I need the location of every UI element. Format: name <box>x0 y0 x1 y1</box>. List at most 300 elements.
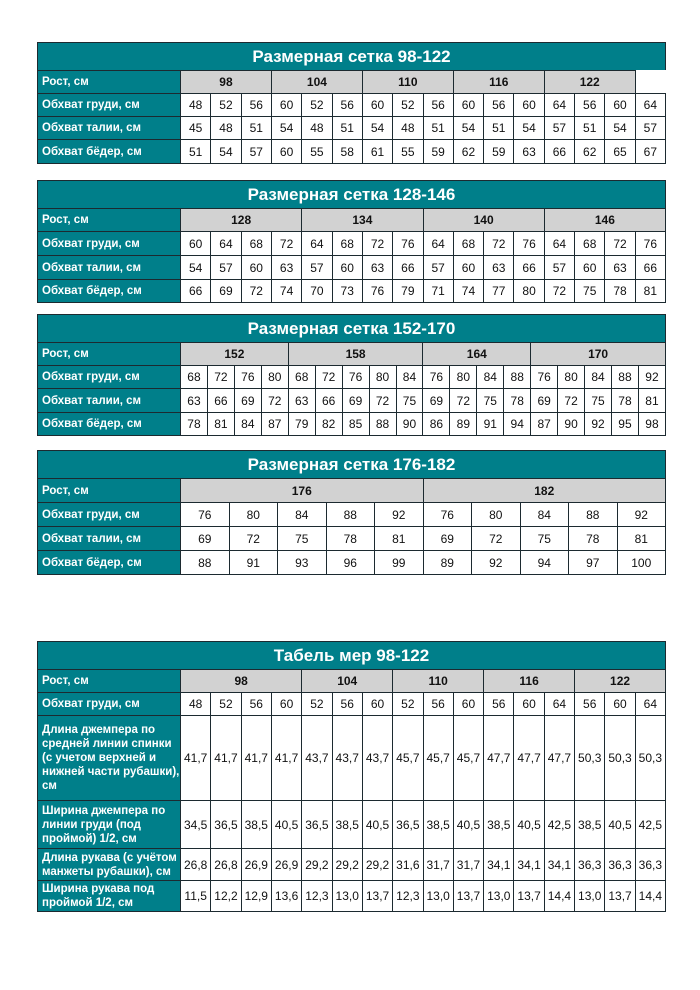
table-cell: 12,2 <box>211 881 241 912</box>
table-cell: 50,3 <box>635 716 665 801</box>
height-group-header: 116 <box>453 71 544 94</box>
height-row <box>38 71 666 94</box>
table-cell: 90 <box>396 413 423 436</box>
table-cell: 48 <box>211 117 241 140</box>
table-cell: 91 <box>229 551 278 575</box>
table-cell: 29,2 <box>302 849 332 881</box>
table-cell: 68 <box>288 366 315 389</box>
row-label: Обхват талии, см <box>38 256 181 280</box>
table-cell: 71 <box>423 280 453 303</box>
table-cell: 80 <box>229 503 278 527</box>
row-label: Рост, см <box>38 343 181 366</box>
table-cell: 57 <box>544 256 574 280</box>
table-cell: 99 <box>375 551 424 575</box>
table-cell: 91 <box>477 413 504 436</box>
table-row <box>38 117 666 140</box>
table-cell: 45,7 <box>453 716 483 801</box>
table-cell: 52 <box>211 693 241 716</box>
table-cell: 82 <box>315 413 342 436</box>
table-cell: 78 <box>605 280 635 303</box>
table-cell: 68 <box>181 366 208 389</box>
measurements-table-98-122 <box>37 641 666 912</box>
table-cell: 88 <box>181 551 230 575</box>
table-cell: 51 <box>181 140 211 164</box>
table-cell: 41,7 <box>271 716 301 801</box>
table-cell: 78 <box>569 527 618 551</box>
table-cell: 84 <box>477 366 504 389</box>
table-cell: 60 <box>271 693 301 716</box>
table-cell: 56 <box>241 94 271 117</box>
table-cell: 75 <box>477 389 504 413</box>
table-row <box>38 232 666 256</box>
table-cell: 59 <box>423 140 453 164</box>
table-cell: 57 <box>423 256 453 280</box>
height-group-header: 98 <box>181 670 302 693</box>
height-group-header: 104 <box>271 71 362 94</box>
table-cell: 72 <box>362 232 392 256</box>
table-cell: 47,7 <box>544 716 574 801</box>
table-cell: 56 <box>332 94 362 117</box>
table-cell: 62 <box>575 140 605 164</box>
table-cell: 57 <box>302 256 332 280</box>
table-cell: 65 <box>605 140 635 164</box>
table-cell: 76 <box>181 503 230 527</box>
table-cell: 38,5 <box>484 801 514 849</box>
table-cell: 13,7 <box>605 881 635 912</box>
table-cell: 76 <box>531 366 558 389</box>
table-cell: 67 <box>635 140 665 164</box>
table-row <box>38 413 666 436</box>
table-cell: 69 <box>211 280 241 303</box>
row-label: Рост, см <box>38 479 181 503</box>
table-row <box>38 716 666 801</box>
table-cell: 13,0 <box>423 881 453 912</box>
table-cell: 56 <box>575 94 605 117</box>
table-cell: 72 <box>241 280 271 303</box>
table-cell: 52 <box>393 94 423 117</box>
table-cell: 63 <box>271 256 301 280</box>
height-group-header: 182 <box>423 479 666 503</box>
table-cell: 76 <box>423 503 472 527</box>
table-cell: 63 <box>362 256 392 280</box>
table-cell: 88 <box>369 413 396 436</box>
size-grid <box>37 669 666 912</box>
table-cell: 34,1 <box>544 849 574 881</box>
table-cell: 92 <box>617 503 666 527</box>
table-cell: 54 <box>271 117 301 140</box>
table-cell: 72 <box>261 389 288 413</box>
table-cell: 98 <box>638 413 665 436</box>
row-label: Обхват бёдер, см <box>38 280 181 303</box>
table-cell: 78 <box>612 389 639 413</box>
height-group-header: 170 <box>531 343 666 366</box>
table-cell: 34,1 <box>484 849 514 881</box>
table-cell: 72 <box>472 527 521 551</box>
table-cell: 63 <box>181 389 208 413</box>
table-row <box>38 527 666 551</box>
table-cell: 45,7 <box>423 716 453 801</box>
table-cell: 72 <box>558 389 585 413</box>
table-cell: 14,4 <box>544 881 574 912</box>
table-cell: 84 <box>234 413 261 436</box>
table-row <box>38 140 666 164</box>
row-label: Обхват груди, см <box>38 693 181 716</box>
size-table-176-182 <box>37 450 666 575</box>
table-cell: 42,5 <box>544 801 574 849</box>
table-title: Размерная сетка 176-182 <box>37 450 666 478</box>
table-cell: 66 <box>393 256 423 280</box>
table-cell: 76 <box>234 366 261 389</box>
table-cell: 72 <box>544 280 574 303</box>
table-cell: 93 <box>278 551 327 575</box>
table-row <box>38 94 666 117</box>
table-cell: 40,5 <box>362 801 392 849</box>
table-cell: 88 <box>612 366 639 389</box>
table-cell: 66 <box>207 389 234 413</box>
table-cell: 12,9 <box>241 881 271 912</box>
table-cell: 76 <box>635 232 665 256</box>
table-cell: 85 <box>342 413 369 436</box>
table-row <box>38 256 666 280</box>
table-cell: 13,6 <box>271 881 301 912</box>
table-cell: 92 <box>375 503 424 527</box>
table-cell: 68 <box>332 232 362 256</box>
table-cell: 80 <box>514 280 544 303</box>
table-cell: 81 <box>638 389 665 413</box>
row-label: Обхват груди, см <box>38 232 181 256</box>
table-cell: 64 <box>302 232 332 256</box>
table-cell: 13,7 <box>514 881 544 912</box>
table-cell: 76 <box>362 280 392 303</box>
table-cell: 69 <box>342 389 369 413</box>
row-label: Обхват бёдер, см <box>38 413 181 436</box>
table-cell: 69 <box>234 389 261 413</box>
table-cell: 40,5 <box>271 801 301 849</box>
table-cell: 56 <box>484 94 514 117</box>
table-cell: 54 <box>362 117 392 140</box>
table-cell: 13,0 <box>332 881 362 912</box>
table-cell: 88 <box>326 503 375 527</box>
table-cell: 64 <box>211 232 241 256</box>
table-cell: 41,7 <box>211 716 241 801</box>
row-label: Длина рукава (с учётом манжеты рубашки), см <box>38 849 181 881</box>
row-label: Обхват груди, см <box>38 94 181 117</box>
table-cell: 64 <box>544 232 574 256</box>
table-cell: 51 <box>241 117 271 140</box>
table-cell: 75 <box>278 527 327 551</box>
table-cell: 29,2 <box>332 849 362 881</box>
table-cell: 36,5 <box>302 801 332 849</box>
table-cell: 52 <box>393 693 423 716</box>
table-cell: 64 <box>544 693 574 716</box>
table-cell: 78 <box>504 389 531 413</box>
table-cell: 38,5 <box>423 801 453 849</box>
height-group-header: 122 <box>575 670 666 693</box>
table-cell: 72 <box>315 366 342 389</box>
row-label: Длина джемпера по средней линии спинки (с учетом верхней и нижней части рубашки), см <box>38 716 181 801</box>
table-cell: 63 <box>514 140 544 164</box>
table-cell: 81 <box>375 527 424 551</box>
size-grid <box>37 478 666 575</box>
table-cell: 66 <box>635 256 665 280</box>
table-cell: 45,7 <box>393 716 423 801</box>
table-cell: 59 <box>484 140 514 164</box>
table-cell: 64 <box>544 94 574 117</box>
table-cell: 13,7 <box>453 881 483 912</box>
table-cell: 81 <box>635 280 665 303</box>
table-cell: 80 <box>472 503 521 527</box>
table-cell: 54 <box>453 117 483 140</box>
table-row <box>38 366 666 389</box>
table-cell: 60 <box>271 140 301 164</box>
table-cell: 48 <box>393 117 423 140</box>
row-label: Рост, см <box>38 670 181 693</box>
table-cell: 75 <box>520 527 569 551</box>
table-cell: 40,5 <box>514 801 544 849</box>
table-cell: 14,4 <box>635 881 665 912</box>
table-row <box>38 881 666 912</box>
table-cell: 50,3 <box>605 716 635 801</box>
table-cell: 76 <box>393 232 423 256</box>
table-cell: 36,3 <box>575 849 605 881</box>
table-cell: 66 <box>181 280 211 303</box>
size-grid <box>37 342 666 436</box>
height-group-header: 104 <box>302 670 393 693</box>
table-row <box>38 693 666 716</box>
table-cell: 69 <box>181 527 230 551</box>
height-group-header: 158 <box>288 343 423 366</box>
table-cell: 76 <box>342 366 369 389</box>
table-cell: 87 <box>531 413 558 436</box>
table-cell: 48 <box>181 693 211 716</box>
height-group-header: 116 <box>484 670 575 693</box>
table-cell: 74 <box>453 280 483 303</box>
table-cell: 89 <box>450 413 477 436</box>
table-cell: 63 <box>288 389 315 413</box>
height-group-header: 122 <box>544 71 635 94</box>
table-cell: 92 <box>472 551 521 575</box>
table-cell: 60 <box>362 693 392 716</box>
table-cell: 66 <box>514 256 544 280</box>
row-label: Рост, см <box>38 209 181 232</box>
row-label: Обхват груди, см <box>38 503 181 527</box>
table-cell: 36,3 <box>605 849 635 881</box>
table-cell: 40,5 <box>453 801 483 849</box>
table-cell: 60 <box>362 94 392 117</box>
height-row <box>38 209 666 232</box>
table-cell: 40,5 <box>605 801 635 849</box>
table-cell: 60 <box>514 94 544 117</box>
row-label: Обхват груди, см <box>38 366 181 389</box>
table-cell: 57 <box>241 140 271 164</box>
table-row <box>38 849 666 881</box>
height-group-header: 128 <box>181 209 302 232</box>
table-cell: 43,7 <box>302 716 332 801</box>
table-cell: 60 <box>605 693 635 716</box>
height-group-header: 140 <box>423 209 544 232</box>
table-row <box>38 280 666 303</box>
table-cell: 72 <box>369 389 396 413</box>
table-cell: 13,0 <box>575 881 605 912</box>
table-cell: 69 <box>531 389 558 413</box>
table-cell: 60 <box>605 94 635 117</box>
table-cell: 75 <box>396 389 423 413</box>
table-cell: 52 <box>211 94 241 117</box>
table-cell: 87 <box>261 413 288 436</box>
table-cell: 80 <box>450 366 477 389</box>
table-cell: 90 <box>558 413 585 436</box>
table-cell: 94 <box>504 413 531 436</box>
table-cell: 11,5 <box>181 881 211 912</box>
table-cell: 79 <box>393 280 423 303</box>
table-cell: 54 <box>514 117 544 140</box>
table-cell: 64 <box>423 232 453 256</box>
table-cell: 66 <box>315 389 342 413</box>
size-grid <box>37 208 666 303</box>
table-cell: 48 <box>302 117 332 140</box>
table-cell: 60 <box>453 94 483 117</box>
table-cell: 47,7 <box>514 716 544 801</box>
table-cell: 56 <box>575 693 605 716</box>
table-cell: 61 <box>362 140 392 164</box>
table-cell: 41,7 <box>241 716 271 801</box>
size-grid <box>37 70 666 164</box>
height-group-header: 176 <box>181 479 424 503</box>
table-cell: 13,7 <box>362 881 392 912</box>
height-group-header: 98 <box>181 71 272 94</box>
table-row <box>38 389 666 413</box>
table-cell: 58 <box>332 140 362 164</box>
table-cell: 36,5 <box>211 801 241 849</box>
table-title: Размерная сетка 128-146 <box>37 180 666 208</box>
table-cell: 63 <box>605 256 635 280</box>
table-cell: 73 <box>332 280 362 303</box>
table-cell: 38,5 <box>575 801 605 849</box>
table-cell: 72 <box>207 366 234 389</box>
table-cell: 92 <box>585 413 612 436</box>
table-cell: 50,3 <box>575 716 605 801</box>
row-label: Обхват талии, см <box>38 527 181 551</box>
table-cell: 60 <box>453 693 483 716</box>
table-cell: 38,5 <box>332 801 362 849</box>
table-cell: 69 <box>423 527 472 551</box>
table-cell: 95 <box>612 413 639 436</box>
table-cell: 66 <box>544 140 574 164</box>
table-cell: 55 <box>302 140 332 164</box>
table-cell: 54 <box>605 117 635 140</box>
height-group-header: 146 <box>544 209 665 232</box>
table-cell: 36,3 <box>635 849 665 881</box>
table-cell: 79 <box>288 413 315 436</box>
table-cell: 76 <box>514 232 544 256</box>
table-cell: 72 <box>229 527 278 551</box>
table-cell: 57 <box>544 117 574 140</box>
table-cell: 64 <box>635 94 665 117</box>
height-group-header: 164 <box>423 343 531 366</box>
table-cell: 68 <box>575 232 605 256</box>
table-cell: 97 <box>569 551 618 575</box>
table-cell: 88 <box>504 366 531 389</box>
table-cell: 69 <box>423 389 450 413</box>
table-cell: 63 <box>484 256 514 280</box>
height-row <box>38 670 666 693</box>
table-cell: 26,8 <box>181 849 211 881</box>
table-row <box>38 801 666 849</box>
table-cell: 60 <box>575 256 605 280</box>
size-table-128-146 <box>37 180 666 303</box>
table-cell: 72 <box>271 232 301 256</box>
height-row <box>38 479 666 503</box>
table-cell: 31,7 <box>423 849 453 881</box>
table-cell: 81 <box>207 413 234 436</box>
size-table-152-170 <box>37 314 666 436</box>
table-cell: 68 <box>453 232 483 256</box>
table-cell: 26,8 <box>211 849 241 881</box>
row-label: Рост, см <box>38 71 181 94</box>
row-label: Ширина рукава под проймой 1/2, см <box>38 881 181 912</box>
table-cell: 54 <box>211 140 241 164</box>
table-cell: 72 <box>484 232 514 256</box>
table-cell: 86 <box>423 413 450 436</box>
table-title: Размерная сетка 98-122 <box>37 42 666 70</box>
table-cell: 60 <box>181 232 211 256</box>
table-cell: 75 <box>585 389 612 413</box>
table-title: Табель мер 98-122 <box>37 641 666 669</box>
row-label: Обхват талии, см <box>38 117 181 140</box>
table-cell: 56 <box>484 693 514 716</box>
table-cell: 41,7 <box>181 716 211 801</box>
row-label: Обхват талии, см <box>38 389 181 413</box>
table-cell: 68 <box>241 232 271 256</box>
table-cell: 72 <box>450 389 477 413</box>
table-cell: 80 <box>558 366 585 389</box>
row-label: Ширина джемпера по линии груди (под проймой) 1/2, см <box>38 801 181 849</box>
table-row <box>38 503 666 527</box>
table-cell: 84 <box>520 503 569 527</box>
table-cell: 74 <box>271 280 301 303</box>
table-cell: 88 <box>569 503 618 527</box>
table-cell: 60 <box>271 94 301 117</box>
table-cell: 51 <box>575 117 605 140</box>
table-cell: 51 <box>484 117 514 140</box>
table-cell: 26,9 <box>271 849 301 881</box>
table-cell: 92 <box>638 366 665 389</box>
height-group-header: 134 <box>302 209 423 232</box>
table-cell: 55 <box>393 140 423 164</box>
table-cell: 48 <box>181 94 211 117</box>
table-cell: 84 <box>585 366 612 389</box>
table-cell: 80 <box>261 366 288 389</box>
table-cell: 64 <box>635 693 665 716</box>
table-cell: 72 <box>605 232 635 256</box>
table-cell: 62 <box>453 140 483 164</box>
table-cell: 84 <box>278 503 327 527</box>
table-cell: 56 <box>332 693 362 716</box>
table-cell: 75 <box>575 280 605 303</box>
table-cell: 45 <box>181 117 211 140</box>
table-cell: 60 <box>514 693 544 716</box>
table-cell: 96 <box>326 551 375 575</box>
table-cell: 60 <box>332 256 362 280</box>
height-group-header: 152 <box>181 343 289 366</box>
table-cell: 34,1 <box>514 849 544 881</box>
table-cell: 57 <box>635 117 665 140</box>
table-cell: 26,9 <box>241 849 271 881</box>
table-cell: 51 <box>332 117 362 140</box>
table-cell: 29,2 <box>362 849 392 881</box>
table-cell: 56 <box>423 693 453 716</box>
table-cell: 84 <box>396 366 423 389</box>
